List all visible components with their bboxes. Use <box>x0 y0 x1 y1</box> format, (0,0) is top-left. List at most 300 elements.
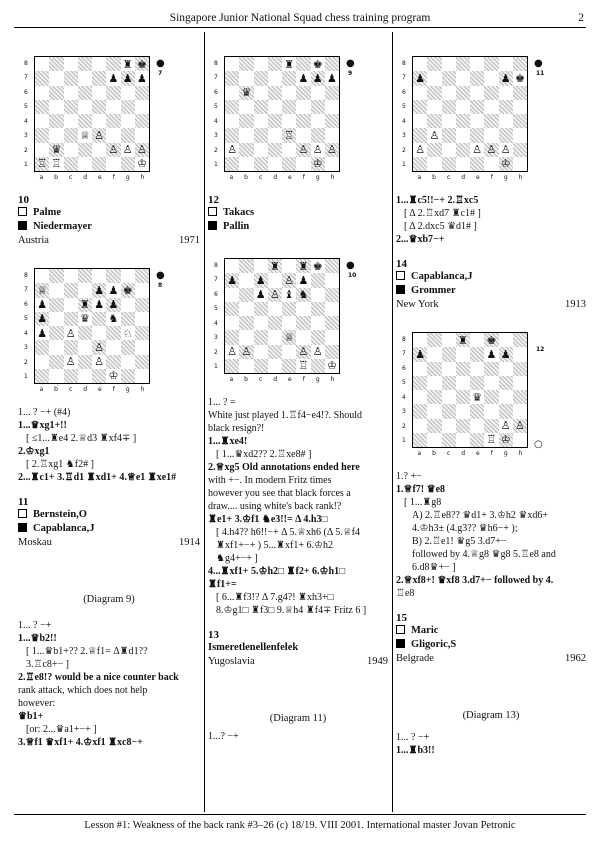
annotation-line: [ Δ 2.♖xd7 ♜c1# ] <box>404 208 481 219</box>
chess-piece-icon: ♞ <box>298 288 309 302</box>
black-to-move-icon: ● <box>346 58 355 69</box>
annotation-line: 3.♕f1 ♛xf1+ 4.♔xf1 ♜xc8−+ <box>18 737 143 748</box>
board-square <box>456 333 470 347</box>
board-square <box>456 419 470 433</box>
annotation-line: 8.♔g1□ ♜f3□ 9.♕h4 ♜f4∓ Fritz 6 ] <box>216 605 367 616</box>
board-square <box>311 128 325 142</box>
board-square <box>442 143 456 157</box>
chess-piece-icon: ♟ <box>108 71 119 85</box>
file-labels: a b c d e f g h <box>39 386 145 393</box>
board-square <box>225 359 239 373</box>
board-square <box>121 312 135 326</box>
rank-labels: 8 7 6 5 4 3 2 1 <box>24 271 28 381</box>
board-square <box>311 345 325 359</box>
board-square <box>268 57 282 71</box>
annotation-line: 1... ? −+ (#4) <box>18 407 71 418</box>
chess-piece-icon: ♖ <box>284 128 295 142</box>
board-square <box>282 359 296 373</box>
game-number: 12 <box>208 194 219 206</box>
board-square <box>225 330 239 344</box>
black-player: Gligoric,S <box>396 638 586 652</box>
board-square <box>239 302 253 316</box>
board-square <box>311 273 325 287</box>
board-square <box>427 390 441 404</box>
game-number: 11 <box>18 496 29 508</box>
board-square <box>282 316 296 330</box>
board-square <box>296 86 310 100</box>
annotation-line: however you see that black forces a <box>208 488 351 499</box>
board-square <box>427 100 441 114</box>
board-square <box>311 302 325 316</box>
board-square <box>78 283 92 297</box>
chess-piece-icon: ♙ <box>136 143 147 157</box>
white-square-icon <box>18 509 27 518</box>
board-square <box>92 86 106 100</box>
board-square <box>225 114 239 128</box>
annotation-line: 3.♖c8+− ] <box>26 659 70 670</box>
board-square <box>311 57 325 71</box>
board-square <box>484 419 498 433</box>
board-square <box>499 419 513 433</box>
board-square <box>64 57 78 71</box>
chess-piece-icon: ♟ <box>108 283 119 297</box>
chess-piece-icon: ♟ <box>227 273 238 287</box>
board-square <box>64 100 78 114</box>
board-square <box>413 376 427 390</box>
board-square <box>78 100 92 114</box>
board-square <box>239 128 253 142</box>
board-square <box>499 390 513 404</box>
board-square <box>484 390 498 404</box>
board-square <box>484 57 498 71</box>
annotation-line: rank attack, which does not help <box>18 685 148 696</box>
board-square <box>442 390 456 404</box>
board-square <box>239 259 253 273</box>
white-player: Takacs <box>208 206 388 220</box>
board-square <box>78 128 92 142</box>
board-square <box>427 57 441 71</box>
board-square <box>35 143 49 157</box>
annotation-line: 1... ? −+ <box>396 732 430 743</box>
board-square <box>442 57 456 71</box>
board-square <box>49 283 63 297</box>
game-place: New York 1913 <box>396 299 586 310</box>
chess-piece-icon: ♜ <box>79 298 90 312</box>
board-square <box>470 100 484 114</box>
board-square <box>106 157 120 171</box>
board-square <box>484 333 498 347</box>
chess-piece-icon: ♙ <box>415 143 426 157</box>
board-square <box>239 100 253 114</box>
chess-piece-icon: ♜ <box>122 57 133 71</box>
board-square <box>78 369 92 383</box>
board-square <box>78 326 92 340</box>
board-square <box>427 71 441 85</box>
rank-labels: 8 7 6 5 4 3 2 1 <box>214 261 218 371</box>
board-square <box>413 390 427 404</box>
chess-piece-icon: ♟ <box>486 347 497 361</box>
board-square <box>106 128 120 142</box>
board-square <box>513 100 527 114</box>
board-square <box>311 288 325 302</box>
column-middle <box>208 36 388 808</box>
board-square <box>413 114 427 128</box>
board-square <box>121 340 135 354</box>
board-square <box>225 302 239 316</box>
board-square <box>225 157 239 171</box>
board-square <box>254 259 268 273</box>
board-square <box>135 298 149 312</box>
board-square <box>470 419 484 433</box>
board-square <box>64 86 78 100</box>
white-player: Bernstein,O <box>18 508 200 522</box>
chessboard <box>412 56 528 172</box>
board-square <box>106 369 120 383</box>
chess-piece-icon: ♟ <box>108 298 119 312</box>
board-square <box>254 71 268 85</box>
board-square <box>239 157 253 171</box>
board-square <box>78 86 92 100</box>
board-square <box>325 359 339 373</box>
chess-piece-icon: ♜ <box>298 259 309 273</box>
board-square <box>49 312 63 326</box>
board-square <box>325 86 339 100</box>
board-square <box>484 114 498 128</box>
annotation-line: 2.♖e8!? would be a nice counter back <box>18 672 179 683</box>
board-square <box>427 419 441 433</box>
board-square <box>254 359 268 373</box>
board-square <box>282 143 296 157</box>
board-square <box>282 273 296 287</box>
chess-piece-icon: ♟ <box>37 298 48 312</box>
board-square <box>282 114 296 128</box>
chess-piece-icon: ♟ <box>312 71 323 85</box>
board-square <box>499 128 513 142</box>
annotation-line: 4...♜xf1+ 5.♔h2□ ♜f2+ 6.♔h1□ <box>208 566 346 577</box>
black-square-icon <box>18 221 27 230</box>
chess-piece-icon: ♔ <box>500 157 511 171</box>
board-square <box>513 114 527 128</box>
annotation-block <box>396 470 586 600</box>
board-square <box>78 71 92 85</box>
board-square <box>49 86 63 100</box>
board-square <box>121 326 135 340</box>
board-square <box>311 100 325 114</box>
board-square <box>470 376 484 390</box>
annotation-line: 2...♜c1+ 3.♖d1 ♜xd1+ 4.♕e1 ♜xe1# <box>18 472 177 483</box>
board-square <box>254 57 268 71</box>
game-number: 13 <box>208 629 219 641</box>
board-square <box>135 100 149 114</box>
white-to-move-icon: ○ <box>534 439 543 450</box>
board-square <box>92 340 106 354</box>
chess-piece-icon: ♙ <box>514 419 525 433</box>
board-square <box>442 100 456 114</box>
board-square <box>296 143 310 157</box>
board-square <box>35 283 49 297</box>
board-square <box>35 355 49 369</box>
diagram-caption: (Diagram 13) <box>462 710 520 721</box>
annotation-line: 2...♛xb7−+ <box>396 234 445 245</box>
board-square <box>296 330 310 344</box>
board-square <box>296 157 310 171</box>
white-player: Maric <box>396 624 586 638</box>
annotation-line: 1.? +− <box>396 471 422 482</box>
annotation-line: 1...? −+ <box>208 731 239 742</box>
board-square <box>78 312 92 326</box>
board-square <box>254 100 268 114</box>
board-square <box>282 157 296 171</box>
chess-piece-icon: ♝ <box>284 288 295 302</box>
chess-piece-icon: ♖ <box>37 157 48 171</box>
page-header <box>14 10 586 28</box>
annotation-line: 1...♛xg1+!! <box>18 420 67 431</box>
black-player: Capablanca,J <box>18 522 200 536</box>
board-square <box>296 57 310 71</box>
board-square <box>92 157 106 171</box>
board-square <box>513 376 527 390</box>
chess-piece-icon: ♛ <box>79 312 90 326</box>
board-square <box>268 71 282 85</box>
chess-piece-icon: ♙ <box>326 143 337 157</box>
annotation-line: ♖e8 <box>396 588 415 599</box>
board-square <box>325 157 339 171</box>
game-number: 10 <box>18 194 29 206</box>
board-square <box>470 86 484 100</box>
board-square <box>239 288 253 302</box>
annotation-block <box>208 396 388 617</box>
board-square <box>64 369 78 383</box>
chess-piece-icon: ♟ <box>94 283 105 297</box>
board-square <box>456 157 470 171</box>
board-square <box>513 71 527 85</box>
chess-piece-icon: ♔ <box>312 157 323 171</box>
chess-piece-icon: ♚ <box>136 57 147 71</box>
annotation-line: White just played 1.♖f4−e4!?. Should <box>208 410 363 421</box>
board-square <box>135 326 149 340</box>
annotation-line: [ 4.h4?? h6!!−+ Δ 5.♕xh6 (Δ 5.♕f4 <box>216 527 360 538</box>
chess-piece-icon: ♜ <box>457 333 468 347</box>
board-square <box>325 345 339 359</box>
board-square <box>92 57 106 71</box>
board-square <box>135 128 149 142</box>
board-square <box>35 298 49 312</box>
board-square <box>296 259 310 273</box>
board-square <box>268 100 282 114</box>
board-square <box>325 316 339 330</box>
annotation-line: 2.♔xg1 <box>18 446 50 457</box>
board-square <box>78 114 92 128</box>
board-square <box>135 86 149 100</box>
board-square <box>78 355 92 369</box>
chess-piece-icon: ♙ <box>312 143 323 157</box>
board-square <box>35 312 49 326</box>
board-square <box>470 114 484 128</box>
chess-piece-icon: ♙ <box>227 345 238 359</box>
page-title: Singapore Junior National Squad chess training program <box>169 12 431 24</box>
board-square <box>484 143 498 157</box>
board-square <box>92 326 106 340</box>
board-square <box>135 57 149 71</box>
board-square <box>135 157 149 171</box>
chess-piece-icon: ♙ <box>500 143 511 157</box>
board-square <box>135 71 149 85</box>
white-player: Palme <box>18 206 200 220</box>
annotation-line: [ ≤1...♜e4 2.♕d3 ♜xf4∓ ] <box>26 433 137 444</box>
board-square <box>239 345 253 359</box>
board-square <box>296 288 310 302</box>
board-square <box>442 362 456 376</box>
file-labels: a b c d e f g h <box>417 450 523 457</box>
annotation-line: black resign?! <box>208 423 265 434</box>
chess-diagram <box>18 268 200 400</box>
board-square <box>92 283 106 297</box>
board-square <box>92 355 106 369</box>
board-square <box>92 369 106 383</box>
board-square <box>106 298 120 312</box>
board-square <box>325 330 339 344</box>
board-square <box>470 157 484 171</box>
annotation-line: 1...♜xe4! <box>208 436 248 447</box>
chess-piece-icon: ♙ <box>94 128 105 142</box>
board-square <box>470 333 484 347</box>
rank-labels: 8 7 6 5 4 3 2 1 <box>402 59 406 169</box>
rank-labels: 8 7 6 5 4 3 2 1 <box>402 335 406 445</box>
board-square <box>513 347 527 361</box>
board-square <box>49 157 63 171</box>
board-square <box>456 376 470 390</box>
board-square <box>427 347 441 361</box>
board-square <box>49 326 63 340</box>
board-square <box>442 114 456 128</box>
board-square <box>325 273 339 287</box>
file-labels: a b c d e f g h <box>39 174 145 181</box>
board-square <box>325 288 339 302</box>
board-square <box>484 404 498 418</box>
board-square <box>499 57 513 71</box>
board-square <box>268 259 282 273</box>
board-square <box>484 433 498 447</box>
board-square <box>225 71 239 85</box>
board-square <box>442 419 456 433</box>
chess-piece-icon: ♙ <box>298 143 309 157</box>
board-square <box>239 330 253 344</box>
board-square <box>325 114 339 128</box>
annotation-line: [ 2.♖xg1 ♞f2# ] <box>26 459 94 470</box>
board-square <box>325 71 339 85</box>
column-divider <box>204 32 205 812</box>
board-square <box>484 157 498 171</box>
annotation-line: ♜xf1+−+ ) 5...♜xf1+ 6.♔h2 <box>216 540 333 551</box>
chess-piece-icon: ♘ <box>122 326 133 340</box>
diagram-number: 9 <box>348 70 353 77</box>
diagram-caption: (Diagram 11) <box>269 713 327 724</box>
board-square <box>78 57 92 71</box>
board-square <box>413 362 427 376</box>
chess-piece-icon: ♙ <box>472 143 483 157</box>
board-square <box>121 283 135 297</box>
board-square <box>35 369 49 383</box>
board-square <box>135 283 149 297</box>
board-square <box>296 359 310 373</box>
board-square <box>413 100 427 114</box>
board-square <box>64 114 78 128</box>
file-labels: a b c d e f g h <box>229 376 335 383</box>
chess-piece-icon: ♙ <box>65 326 76 340</box>
board-square <box>254 114 268 128</box>
game-number: 14 <box>396 258 407 270</box>
board-square <box>35 340 49 354</box>
board-square <box>325 57 339 71</box>
board-square <box>484 362 498 376</box>
board-square <box>513 390 527 404</box>
game-place: Moskau 1914 <box>18 537 200 548</box>
board-square <box>64 326 78 340</box>
board-square <box>64 355 78 369</box>
white-square-icon <box>18 207 27 216</box>
rank-labels: 8 7 6 5 4 3 2 1 <box>214 59 218 169</box>
chessboard <box>412 332 528 448</box>
board-square <box>413 86 427 100</box>
diagram-number: 12 <box>536 346 545 353</box>
board-square <box>442 128 456 142</box>
annotation-line: 1.♕f7! ♛e8 <box>396 484 446 495</box>
annotation-line: 1...♜c5!!−+ 2.♖xc5 <box>396 195 479 206</box>
board-square <box>499 404 513 418</box>
board-square <box>121 86 135 100</box>
chess-piece-icon: ♔ <box>500 433 511 447</box>
board-square <box>268 288 282 302</box>
board-square <box>296 273 310 287</box>
chess-piece-icon: ♚ <box>312 57 323 71</box>
annotation-line: 1... ? −+ <box>18 620 52 631</box>
board-square <box>484 128 498 142</box>
column-right <box>396 36 586 808</box>
board-square <box>254 288 268 302</box>
board-square <box>106 283 120 297</box>
board-square <box>456 86 470 100</box>
board-square <box>513 419 527 433</box>
board-square <box>35 71 49 85</box>
chess-piece-icon: ♙ <box>284 273 295 287</box>
chess-piece-icon: ♙ <box>227 143 238 157</box>
chess-piece-icon: ♙ <box>94 340 105 354</box>
chess-piece-icon: ♕ <box>284 330 295 344</box>
board-square <box>254 143 268 157</box>
board-square <box>499 376 513 390</box>
chess-piece-icon: ♟ <box>326 71 337 85</box>
board-square <box>64 340 78 354</box>
diagram-caption: (Diagram 9) <box>83 594 135 605</box>
board-square <box>106 340 120 354</box>
board-square <box>499 86 513 100</box>
board-square <box>49 71 63 85</box>
board-square <box>442 157 456 171</box>
board-square <box>427 114 441 128</box>
board-square <box>92 143 106 157</box>
board-square <box>499 157 513 171</box>
board-square <box>106 355 120 369</box>
board-square <box>92 71 106 85</box>
board-square <box>135 312 149 326</box>
chess-piece-icon: ♔ <box>136 157 147 171</box>
board-square <box>239 71 253 85</box>
board-square <box>135 355 149 369</box>
chess-piece-icon: ♟ <box>37 312 48 326</box>
file-labels: a b c d e f g h <box>229 174 335 181</box>
chessboard <box>34 56 150 172</box>
annotation-line: with +−. In modern Fritz times <box>208 475 332 486</box>
